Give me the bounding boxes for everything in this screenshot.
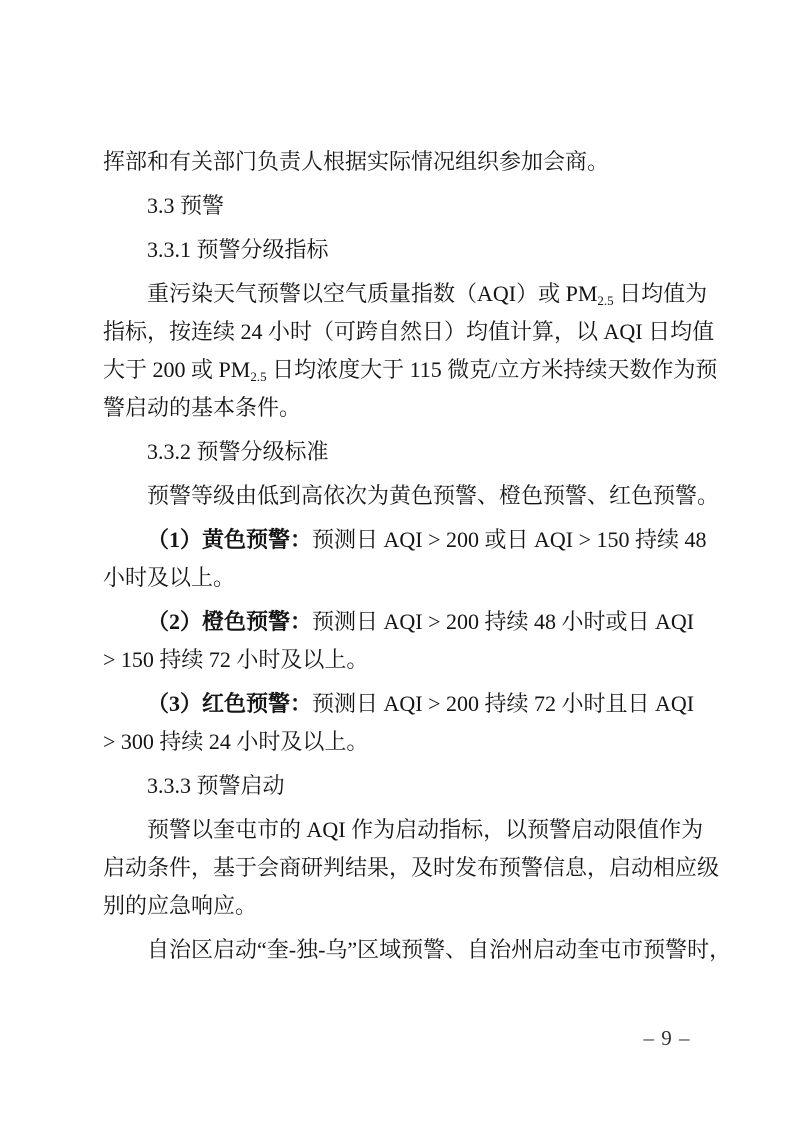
- paragraph-line: 预警等级由低到高依次为黄色预警、橙色预警、红色预警。: [147, 483, 720, 508]
- yellow-warning-label: （1）黄色预警：: [147, 527, 313, 552]
- section-heading-3-3: 3.3 预警: [147, 193, 225, 218]
- line-text: 大于 200 或 PM: [103, 357, 251, 382]
- line-text: 日均值为: [613, 281, 708, 306]
- line-text: 重污染天气预警以空气质量指数（AQI）或 PM: [147, 281, 598, 306]
- paragraph-line: 小时及以上。: [103, 565, 236, 590]
- paragraph-line: 警启动的基本条件。: [103, 395, 302, 420]
- paragraph-line: 预警以奎屯市的 AQI 作为启动指标，以预警启动限值作为: [147, 817, 704, 842]
- paragraph-line: 指标，按连续 24 小时（可跨自然日）均值计算，以 AQI 日均值: [103, 319, 715, 344]
- section-heading-3-3-1: 3.3.1 预警分级指标: [147, 237, 329, 262]
- orange-warning-line: [103, 603, 703, 641]
- red-warning-label: （3）红色预警：: [147, 691, 313, 716]
- paragraph-line: > 300 持续 24 小时及以上。: [103, 729, 369, 754]
- section-heading-3-3-2: 3.3.2 预警分级标准: [147, 439, 329, 464]
- line-text: 预测日 AQI > 200 持续 72 小时且日 AQI: [312, 691, 695, 716]
- page-number: – 9 –: [643, 1026, 691, 1050]
- paragraph-line: 别的应急响应。: [103, 893, 258, 918]
- document-body: [103, 143, 732, 969]
- pm25-subscript: 2.5: [250, 369, 267, 384]
- section-heading-3-3-3: 3.3.3 预警启动: [147, 773, 285, 798]
- paragraph-line: 启动条件，基于会商研判结果，及时发布预警信息，启动相应级: [103, 855, 720, 880]
- line-text: 预测日 AQI > 200 或日 AQI > 150 持续 48: [312, 527, 707, 552]
- paragraph-line: [103, 275, 708, 313]
- line-text: 日均浓度大于 115 微克/立方米持续天数作为预: [266, 357, 718, 382]
- pm25-subscript: 2.5: [597, 293, 614, 308]
- paragraph-line: 自治区启动“奎-独-乌”区域预警、自治州启动奎屯市预警时，: [147, 937, 732, 962]
- red-warning-line: [103, 685, 703, 723]
- paragraph-line: 挥部和有关部门负责人根据实际情况组织参加会商。: [103, 149, 610, 174]
- yellow-warning-line: [103, 521, 707, 559]
- orange-warning-label: （2）橙色预警：: [147, 609, 313, 634]
- paragraph-line: > 150 持续 72 小时及以上。: [103, 647, 369, 672]
- paragraph-line: [103, 351, 718, 389]
- line-text: 预测日 AQI > 200 持续 48 小时或日 AQI: [312, 609, 695, 634]
